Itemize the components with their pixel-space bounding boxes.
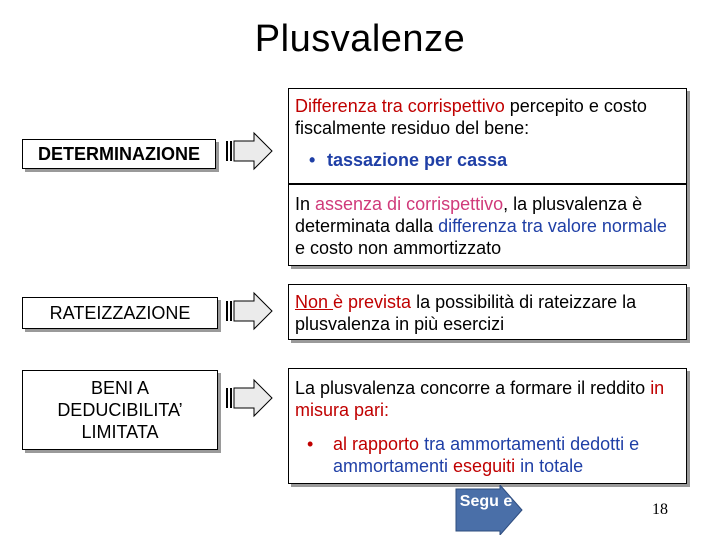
label-determinazione: [22, 139, 216, 169]
beni-bullet: • al rapporto tra ammortamenti dedotti e ammortamenti eseguiti in totale: [307, 434, 640, 476]
beni-box: [288, 368, 687, 484]
rateizzazione-box: [288, 284, 687, 340]
determinazione-bullet: • tassazione per cassa: [309, 150, 508, 170]
bullet-icon: •: [307, 434, 314, 454]
arrow-right-icon: [226, 291, 274, 331]
determinazione-box-1: [288, 88, 687, 184]
arrow-right-icon: [226, 131, 274, 171]
arrow-right-icon: [226, 378, 274, 418]
label-determinazione-text: DETERMINAZIONE: [38, 144, 200, 164]
label-beni: [22, 370, 218, 450]
label-rateizzazione: [22, 297, 218, 329]
label-rateizzazione-text: RATEIZZAZIONE: [49, 303, 191, 323]
label-beni-text: BENI A DEDUCIBILITA’ LIMITATA: [57, 378, 183, 442]
page-number: 18: [652, 501, 668, 518]
determinazione-text-1: Differenza tra corrispettivo percepito e costo fiscalmente residuo del bene:: [295, 96, 647, 138]
next-button-label[interactable]: Segu e: [459, 493, 513, 510]
beni-text: La plusvalenza concorre a formare il reddito in misura pari:: [295, 378, 665, 420]
slide-title: Plusvalenze: [254, 18, 466, 60]
bullet-icon: •: [309, 150, 316, 170]
determinazione-box-2: [288, 184, 687, 266]
determinazione-text-2: In assenza di corrispettivo, la plusvalenza è determinata dalla differenza tra valore normale e costo non ammortizzato: [295, 194, 667, 258]
rateizzazione-text: Non è prevista la possibilità di rateizzare la plusvalenza in più esercizi: [295, 292, 637, 334]
